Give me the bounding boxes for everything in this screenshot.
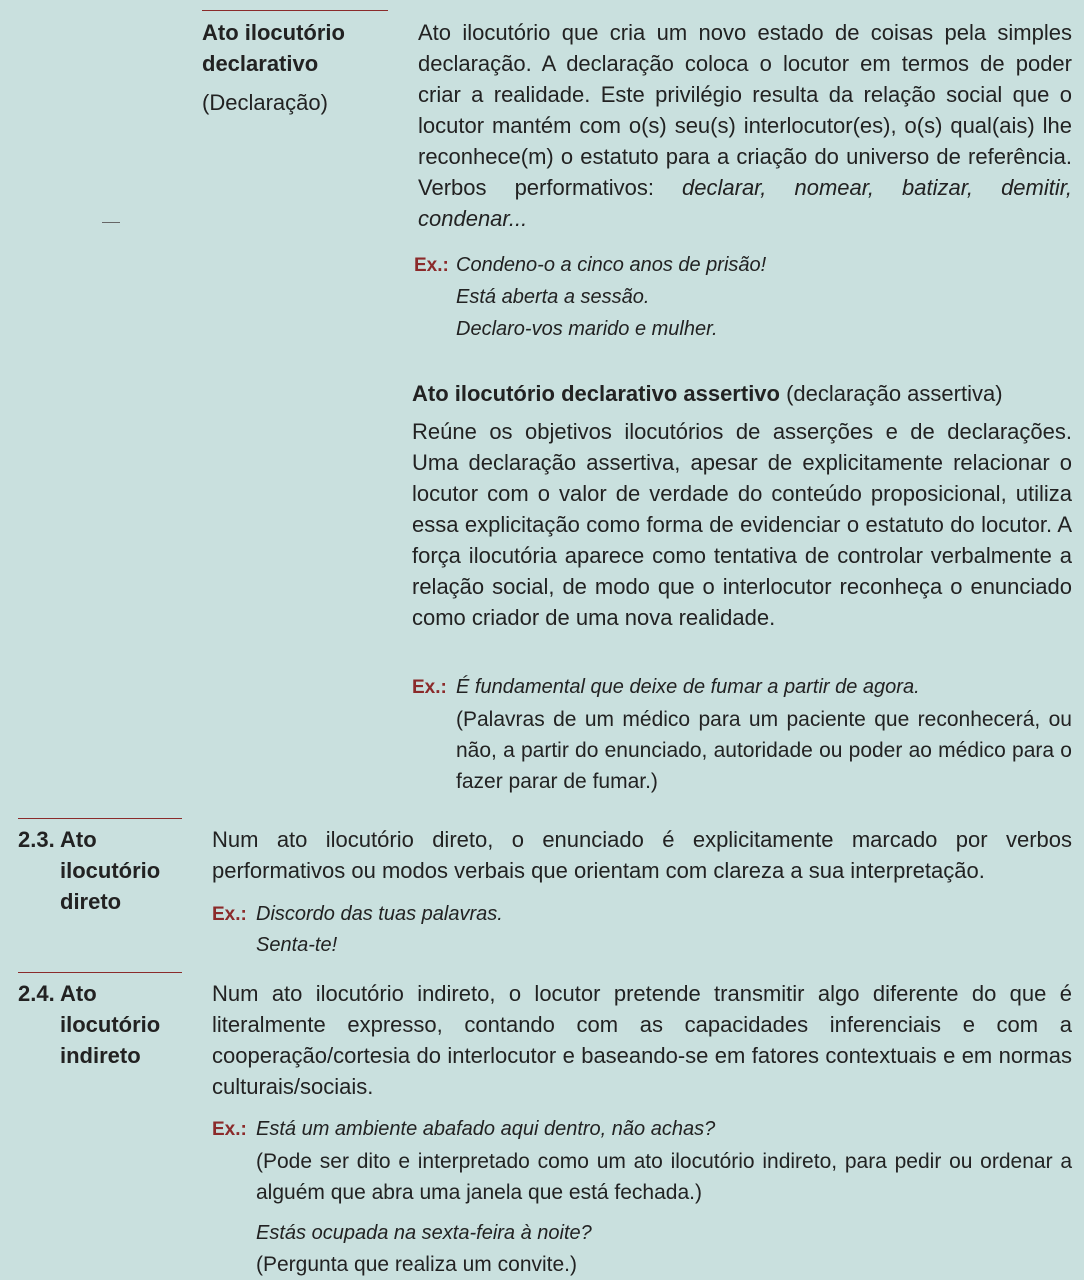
example-line: Discordo das tuas palavras. xyxy=(256,903,503,925)
section-title-line3: direto xyxy=(60,889,122,914)
example-label xyxy=(212,899,247,930)
example-line: Condeno-o a cinco anos de prisão! xyxy=(456,254,767,276)
example-note: (Pode ser dito e interpretado como um ato ilocutório indireto, para pedir ou ordenar a alguém que abra uma janela que está fechada.) xyxy=(256,1150,1072,1204)
section-title-line2: ilocutório xyxy=(60,858,161,883)
assertivo-definition: Reúne os objetivos ilocutórios de asserções e de declarações. Uma declaração assertiva, apesar de explicitamente relacionar o locutor com o valor de verdade do conteúdo proposicional, utiliza essa explicitação como forma de evidenciar o estatuto do locutor. A força ilocutória aparece como tentativa de controlar verbalmente a relação social, de modo que o interlocutor reconheça o enunciado como criador de uma nova realidade. xyxy=(412,419,1072,630)
section-title-line1: Ato xyxy=(60,827,97,852)
example-line: Está um ambiente abafado aqui dentro, não achas? xyxy=(256,1118,716,1140)
example-line: Estás ocupada na sexta-feira à noite? xyxy=(256,1222,592,1244)
example-line: É fundamental que deixe de fumar a partir de agora. xyxy=(456,676,920,698)
definition-text: Ato ilocutório que cria um novo estado de coisas pela simples declaração. A declaração coloca o locutor em termos de poder criar a realidade. Este privilégio resulta da relação social que o locutor mantém com o(s) seu(s) interlocutor(es), o(s) qual(ais) lhe reconhece(m) o estatuto para a criação do universo de referência. Verbos performativos: xyxy=(418,20,1072,200)
example-note: (Palavras de um médico para um paciente que reconhecerá, ou não, a partir do enunciado, autoridade ou poder ao médico para o fazer parar de fumar.) xyxy=(456,708,1072,793)
section-title-line2: ilocutório xyxy=(60,1012,161,1037)
example-label xyxy=(412,672,447,703)
section-number: 2.4. xyxy=(18,981,55,1006)
term-rule xyxy=(202,10,388,11)
ex-label: Ex.: xyxy=(412,677,447,698)
assertivo-heading-bold: Ato ilocutório declarativo assertivo xyxy=(412,381,780,406)
term-title-line2: declarativo xyxy=(202,51,319,76)
section-rule xyxy=(18,972,182,973)
example-label xyxy=(212,1114,247,1145)
section-title-line3: indireto xyxy=(60,1043,141,1068)
declarativo-definition xyxy=(418,17,1072,234)
example-line: Senta-te! xyxy=(256,934,338,956)
ex-label: Ex.: xyxy=(414,255,449,276)
example-line: Declaro-vos marido e mulher. xyxy=(456,318,718,340)
section-rule xyxy=(18,818,182,819)
assertivo-heading xyxy=(412,378,1072,409)
example-label xyxy=(414,250,449,281)
performative-verbs: declarar, nomear, batizar, demitir, condenar... xyxy=(418,175,1072,231)
term-title-line1: Ato ilocutório xyxy=(202,20,345,45)
direto-definition: Num ato ilocutório direto, o enunciado é explicitamente marcado por verbos performativos ou modos verbais que orientam com clareza a sua interpretação. xyxy=(212,827,1072,883)
indireto-definition: Num ato ilocutório indireto, o locutor pretende transmitir algo diferente do que é literalmente expresso, contando com as capacidades inferenciais e com a cooperação/cortesia do interlocutor e baseando-se em fatores contextuais e em normas culturais/sociais. xyxy=(212,981,1072,1099)
example-note: (Pergunta que realiza um convite.) xyxy=(256,1253,577,1276)
ex-label: Ex.: xyxy=(212,904,247,925)
margin-mark xyxy=(102,222,120,223)
term-subtitle: (Declaração) xyxy=(202,90,328,115)
assertivo-heading-rest: (declaração assertiva) xyxy=(779,381,1003,406)
ex-label: Ex.: xyxy=(212,1119,247,1140)
section-number: 2.3. xyxy=(18,827,55,852)
example-line: Está aberta a sessão. xyxy=(456,286,650,308)
section-title-line1: Ato xyxy=(60,981,97,1006)
